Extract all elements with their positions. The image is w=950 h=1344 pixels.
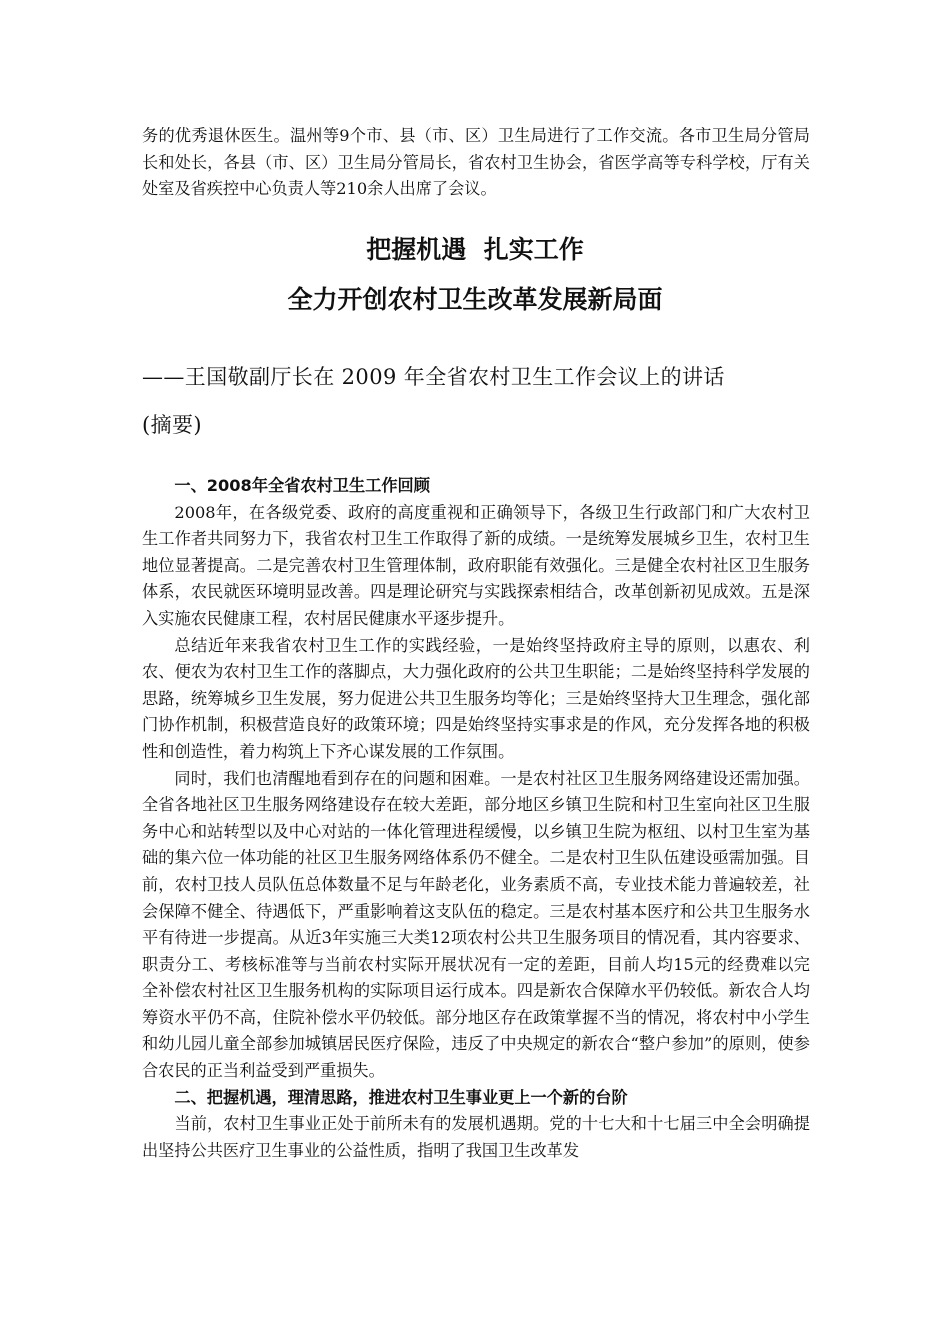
- section-1-paragraph-3: 同时，我们也清醒地看到存在的问题和困难。一是农村社区卫生服务网络建设还需加强。全省各地社区卫生服务网络建设存在较大差距，部分地区乡镇卫生院和村卫生室向社区卫生服务中心和站转型以及中心对站的一体化管理进程缓慢，以乡镇卫生院为枢纽、以村卫生室为基础的集六位一体功能的社区卫生服务网络体系仍不健全。二是农村卫生队伍建设亟需加强。目前，农村卫技人员队伍总体数量不足与年龄老化，业务素质不高，专业技术能力普遍较差，社会保障不健全、待遇低下，严重影响着这支队伍的稳定。三是农村基本医疗和公共卫生服务水平有待进一步提高。从近3年实施三大类12项农村公共卫生服务项目的情况看，其内容要求、职责分工、考核标准等与当前农村实际开展状况有一定的差距，目前人均15元的经费难以完全补偿农村社区卫生服务机构的实际项目运行成本。四是新农合保障水平仍较低。新农合人均筹资水平仍不高，住院补偿水平仍较低。部分地区存在政策掌握不当的情况，将农村中小学生和幼儿园儿童全部参加城镇居民医疗保险，违反了中央规定的新农合“整户参加”的原则，使参合农民的正当利益受到严重损失。: [142, 768, 810, 1081]
- title-line-2: 全力开创农村卫生改革发展新局面: [287, 285, 663, 314]
- title-line-1: 把握机遇 扎实工作: [366, 235, 584, 264]
- article-body: [142, 473, 810, 1164]
- intro-paragraph-block: [142, 123, 810, 203]
- section-1-paragraph-1: 2008年，在各级党委、政府的高度重视和正确领导下，各级卫生行政部门和广大农村卫生工作者共同努力下，我省农村卫生工作取得了新的成绩。一是统筹发展城乡卫生，农村卫生地位显著提高。二是完善农村卫生管理体制，政府职能有效强化。三是健全农村社区卫生服务体系，农民就医环境明显改善。四是理论研究与实践探索相结合，改革创新初见成效。五是深入实施农民健康工程，农村居民健康水平逐步提升。: [142, 502, 810, 628]
- section-2-paragraph-1: 当前，农村卫生事业正处于前所未有的发展机遇期。党的十七大和十七届三中全会明确提出坚持公共医疗卫生事业的公益性质，指明了我国卫生改革发: [142, 1114, 810, 1160]
- section-2-heading: 二、把握机遇，理清思路，推进农村卫生事业更上一个新的台阶: [174, 1087, 628, 1107]
- section-1-heading: 一、2008年全省农村卫生工作回顾: [174, 476, 430, 495]
- intro-paragraph: 务的优秀退休医生。温州等9个市、县（市、区）卫生局进行了工作交流。各市卫生局分管局长和处长，各县（市、区）卫生局分管局长，省农村卫生协会，省医学高等专科学校，厅有关处室及省疾控中心负责人等210余人出席了会议。: [142, 126, 810, 199]
- section-1-paragraph-2: 总结近年来我省农村卫生工作的实践经验，一是始终坚持政府主导的原则，以惠农、利农、便农为农村卫生工作的落脚点，大力强化政府的公共卫生职能；二是始终坚持科学发展的思路，统筹城乡卫生发展，努力促进公共卫生服务均等化；三是始终坚持大卫生理念，强化部门协作机制，积极营造良好的政策环境；四是始终坚持实事求是的作风，充分发挥各地的积极性和创造性，着力构筑上下齐心谋发展的工作氛围。: [142, 635, 810, 761]
- subtitle-line-2: (摘要): [142, 413, 202, 437]
- subtitle-line-1: ——王国敬副厅长在 2009 年全省农村卫生工作会议上的讲话: [142, 365, 725, 389]
